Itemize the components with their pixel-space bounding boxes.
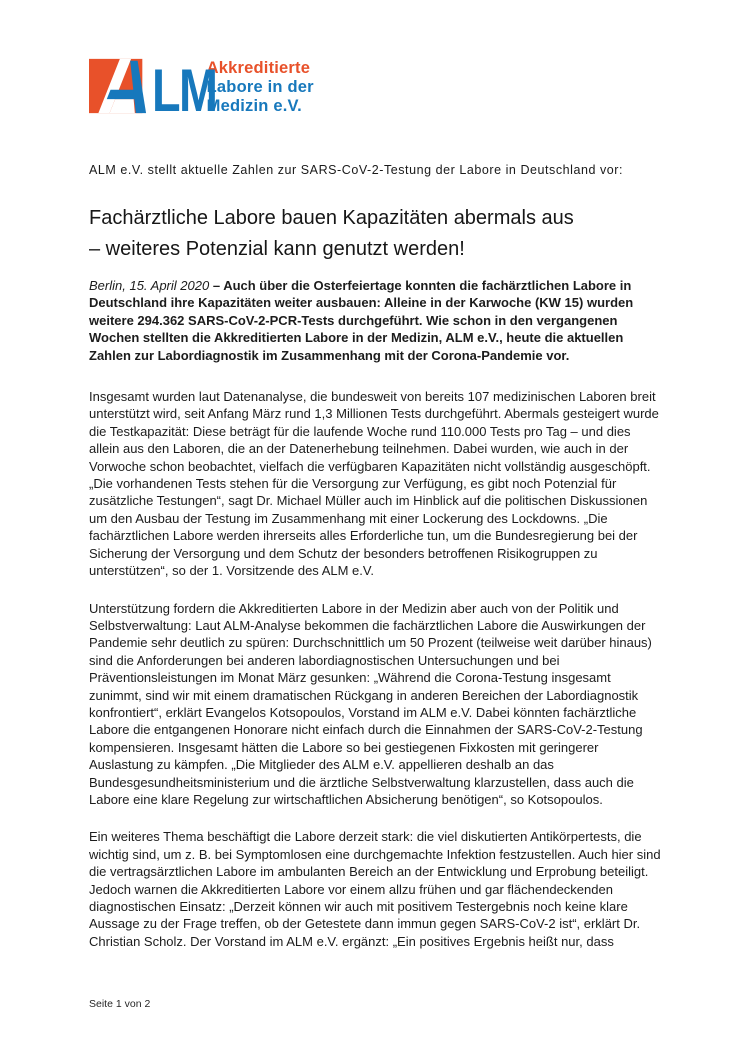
body-paragraph-3: Ein weiteres Thema beschäftigt die Labore derzeit stark: die viel diskutierten Antikörpertests, die wichtig sind, um z. B. bei Symptomlosen eine durchgemachte Infektion festzustellen. Auch hier sind die vertragsärztlichen Labore im ambulanten Bereich an der Entwicklung und Erprobung beteiligt. Jedoch warnen die Akkreditierten Labore vor einem allzu frühen und gar flächendeckenden diagnostischen Einsatz: „Derzeit können wir auch mit positivem Testergebnis noch keine klare Aussage zu der Frage treffen, ob der Getestete dann immun gegen SARS-CoV-2 ist“, erklärt Dr. Christian Scholz. Der Vorstand im ALM e.V. ergänzt: „Ein positives Ergebnis heißt nur, dass	[89, 829, 661, 949]
dateline: Berlin, 15. April 2020	[89, 278, 210, 293]
logo-tagline-line3: Medizin e.V.	[206, 97, 302, 115]
headline-line1: Fachärztliche Labore bauen Kapazitäten abermals aus	[89, 207, 574, 229]
alm-logo	[89, 57, 662, 124]
lead-paragraph	[89, 277, 662, 364]
headline-line2: – weiteres Potenzial kann genutzt werden!	[89, 238, 465, 260]
logo-tagline-line1: Akkreditierte	[206, 59, 311, 77]
body-paragraph-2: Unterstützung fordern die Akkreditierten Labore in der Medizin aber auch von der Politik und Selbstverwaltung: Laut ALM-Analyse bekommen die fachärztlichen Labore die Auswirkungen der Pandemie sehr deutlich zu spüren: Durchschnittlich um 50 Prozent (teilweise weit darüber hinaus) sind die Anforderungen bei anderen labordiagnostischen Untersuchungen und bei Präventionsleistungen im Monat März gesunken: „Während die Corona-Testung insgesamt zunimmt, sind wir mit einem dramatischen Rückgang in anderen Bereichen der Labordiagnostik konfrontiert“, erklärt Evangelos Kotsopoulos, Vorstand im ALM e.V. Dabei könnten fachärztliche Labore die entgangenen Honorare nicht einfach durch die Einnahmen der SARS-CoV-2-Testung kompensieren. Insgesamt hätten die Labore so bei gestiegenen Fixkosten mit geringerer Auslastung zu kämpfen. „Die Mitglieder des ALM e.V. appellieren deshalb an das Bundesgesundheitsministerium und die ärztliche Selbstverwaltung klarzustellen, dass auch die Labore eine klare Regelung zur wirtschaftlichen Absicherung benötigen“, so Kotsopoulos.	[89, 600, 652, 807]
kicker-line: ALM e.V. stellt aktuelle Zahlen zur SARS-CoV-2-Testung der Labore in Deutschland vor:	[89, 163, 624, 177]
page-footer	[89, 998, 150, 1010]
alm-logo-monogram: LM	[152, 57, 217, 124]
dateline-separator: –	[209, 278, 224, 293]
headline	[89, 203, 662, 265]
page-number-label: Seite 1 von 2	[89, 998, 151, 1010]
body-paragraph-1: Insgesamt wurden laut Datenanalyse, die bundesweit von bereits 107 medizinischen Laboren breit unterstützt wird, seit Anfang März rund 1,3 Millionen Tests durchgeführt. Abermals gesteigert wurde die Testkapazität: Diese beträgt für die laufende Woche rund 110.000 Tests pro Tag – und dies allein aus den Laboren, die an der Datenerhebung teilnehmen. Dabei wurden, wie auch in der Vorwoche schon beobachtet, vielfach die verfügbaren Kapazitäten nicht vollständig ausgeschöpft. „Die vorhandenen Tests stehen für die Versorgung zur Verfügung, es gibt noch Potenzial für zusätzliche Testungen“, sagt Dr. Michael Müller auch im Hinblick auf die politischen Diskussionen um den Ausbau der Testung im Zusammenhang mit einer Lockerung des Lockdowns. „Die fachärztlichen Labore werden ihrerseits alles Erforderliche tun, um die Bundesregierung bei der Sicherung der Versorgung und dem Schutz der besonders betroffenen Risikogruppen zu unterstützen“, so der 1. Vorsitzende des ALM e.V.	[89, 389, 659, 579]
lead-text: Auch über die Osterfeiertage konnten die fachärztlichen Labore in Deutschland ihre Kapazitäten weiter ausbauen: Alleine in der Karwoche (KW 15) wurden weitere 294.362 SARS-CoV-2-PCR-Tests durchgeführt. Wie schon in den vergangenen Wochen stellten die Akkreditierten Labore in der Medizin, ALM e.V., heute die aktuellen Zahlen zur Labordiagnostik im Zusammenhang mit der Corona-Pandemie vor.	[89, 278, 634, 363]
alm-logo-a-icon	[89, 57, 147, 115]
alm-logo-tagline	[207, 59, 314, 116]
logo-tagline-line2: Labore in der	[206, 78, 314, 96]
